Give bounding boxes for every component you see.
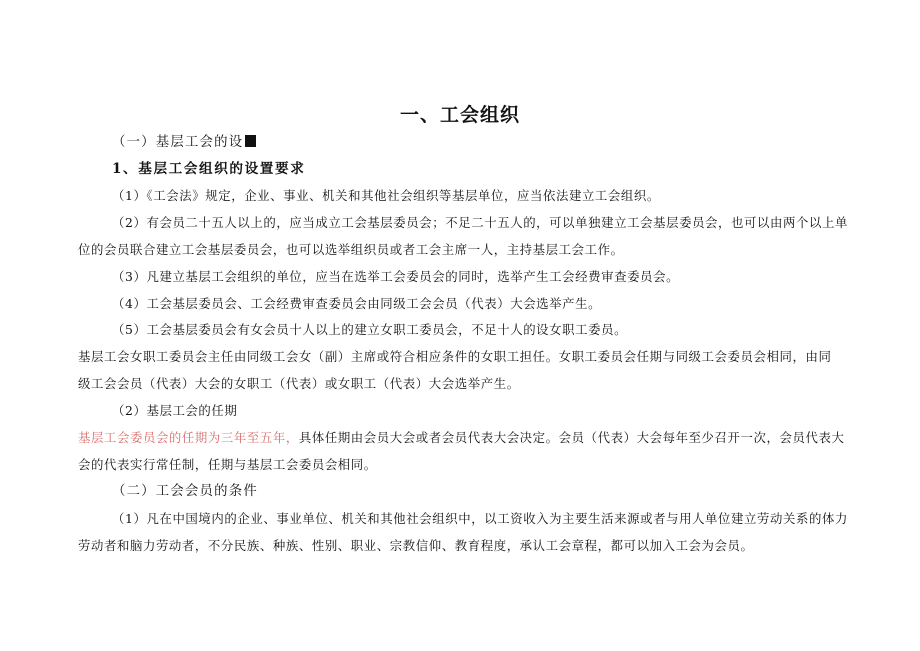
section1-heading [112,133,848,153]
paragraph-6-line-1: 基层工会女职工委员会主任由同级工会女（副）主席或符合相应条件的女职工担任。女职工委员会任期与同级工会委员会相同，由同 [78,349,832,364]
paragraph-3: （3）凡建立基层工会组织的单位，应当在选举工会委员会的同时，选举产生工会经费审查委员会。 [112,269,680,284]
section1-heading-text: （一）基层工会的设 [112,135,244,150]
paragraph-8-line-2: 劳动者和脑力劳动者，不分民族、种族、性别、职业、宗教信仰、教育程度，承认工会章程，都可以加入工会为会员。 [78,538,754,553]
paragraph-4: （4）工会基层委员会、工会经费审查委员会由同级工会会员（代表）大会选举产生。 [112,296,602,311]
paragraph-2-line-1: （2）有会员二十五人以上的，应当成立工会基层委员会；不足二十五人的，可以单独建立工会基层委员会，也可以由两个以上单 [112,215,848,230]
paragraph-8-line-1: （1）凡在中国境内的企业、事业单位、机关和其他社会组织中，以工资收入为主要生活来源或者与用人单位建立劳动关系的体力 [112,511,848,526]
paragraph-7-rest: 具体任期由会员大会或者会员代表大会决定。会员（代表）大会每年至少召开一次，会员代表大 [298,430,845,445]
highlighted-term-text: 基层工会委员会的任期为三年至五年， [78,430,299,445]
paragraph-1: （1）《工会法》规定，企业、事业、机关和其他社会组织等基层单位，应当依法建立工会组织。 [112,188,660,203]
paragraph-2-line-2: 位的会员联合建立工会基层委员会，也可以选举组织员或者工会主席一人，主持基层工会工作。 [78,242,624,257]
paragraph-6-line-2: 级工会会员（代表）大会的女职工（代表）或女职工（代表）大会选举产生。 [78,376,520,391]
section2-heading: （二）工会会员的条件 [112,484,258,499]
paragraph-5: （5）工会基层委员会有女会员十人以上的建立女职工委员会，不足十人的设女职工委员。 [112,322,628,337]
sub1-heading: 1、基层工会组织的设置要求 [112,161,306,177]
paragraph-7-line-2: 会的代表实行常任制，任期与基层工会委员会相同。 [78,457,377,472]
paragraph-7-line-1 [78,428,848,448]
black-square-icon [245,135,256,147]
page-title: 一、工会组织 [399,104,520,126]
sub2-heading: （2）基层工会的任期 [112,403,238,418]
